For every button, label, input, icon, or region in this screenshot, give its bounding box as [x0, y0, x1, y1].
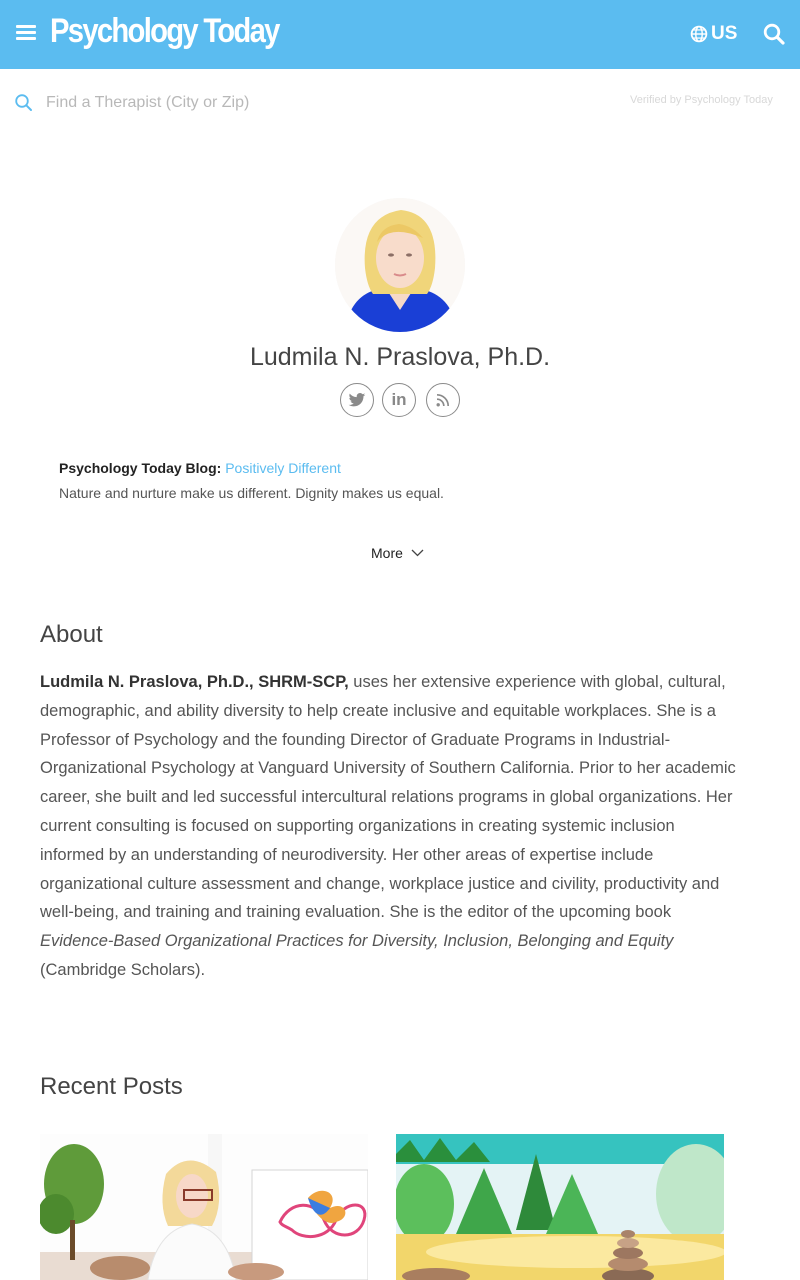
author-avatar	[335, 198, 465, 332]
about-bold-name: Ludmila N. Praslova, Ph.D., SHRM-SCP,	[40, 673, 349, 691]
book-title: Evidence-Based Organizational Practices for Diversity, Inclusion, Belonging and Equity	[40, 932, 674, 951]
rss-icon	[436, 393, 450, 407]
twitter-icon	[348, 393, 366, 408]
find-search-icon	[14, 93, 33, 117]
linkedin-button[interactable]	[382, 383, 416, 417]
about-heading: About	[40, 621, 103, 648]
recent-post-card[interactable]	[40, 1134, 368, 1280]
about-text-end: (Cambridge Scholars).	[40, 960, 206, 979]
blog-tagline: Nature and nurture make us different. Dignity makes us equal.	[59, 485, 444, 501]
find-therapist-input[interactable]	[46, 90, 346, 116]
about-text-main: uses her extensive experience with global, cultural, demographic, and ability diversity to help create inclusive and equitable workplaces. She is a Professor of Psychology and the founding Director of Graduate Programs in Industrial-Organizational Psychology at Vanguard University of Southern California. Prior to her academic career, she built and led successful intercultural relations programs in global organizations. Her current consulting is focused on supporting organizations in creating systemic inclusion informed by an understanding of neurodiversity. Her other areas of expertise include organizational culture assessment and change, workplace justice and civility, productivity and well-being, and training and training evaluation. She is the editor of the upcoming book	[40, 673, 736, 922]
recent-posts-heading: Recent Posts	[40, 1073, 183, 1100]
post-image	[40, 1134, 368, 1280]
site-logo[interactable]: Psychology Today	[50, 12, 279, 50]
blog-name-link[interactable]: Positively Different	[225, 460, 341, 476]
recent-post-card[interactable]	[396, 1134, 724, 1280]
more-label: More	[371, 545, 403, 561]
post-image	[396, 1134, 724, 1280]
chevron-down-icon	[411, 549, 424, 557]
about-text	[40, 668, 740, 985]
twitter-button[interactable]	[340, 383, 374, 417]
linkedin-icon: in	[391, 390, 407, 409]
blog-label: Psychology Today Blog:	[59, 460, 222, 476]
hamburger-menu-icon[interactable]	[14, 22, 38, 44]
author-name: Ludmila N. Praslova, Ph.D.	[249, 343, 551, 371]
verified-link[interactable]: Verified by Psychology Today	[630, 94, 773, 106]
rss-button[interactable]	[426, 383, 460, 417]
region-label: US	[711, 23, 738, 44]
region-selector[interactable]	[690, 22, 737, 46]
blog-info	[59, 460, 341, 476]
top-navigation-bar	[0, 0, 800, 69]
globe-icon	[690, 25, 708, 43]
more-button[interactable]	[371, 545, 424, 561]
search-icon[interactable]	[763, 23, 785, 50]
